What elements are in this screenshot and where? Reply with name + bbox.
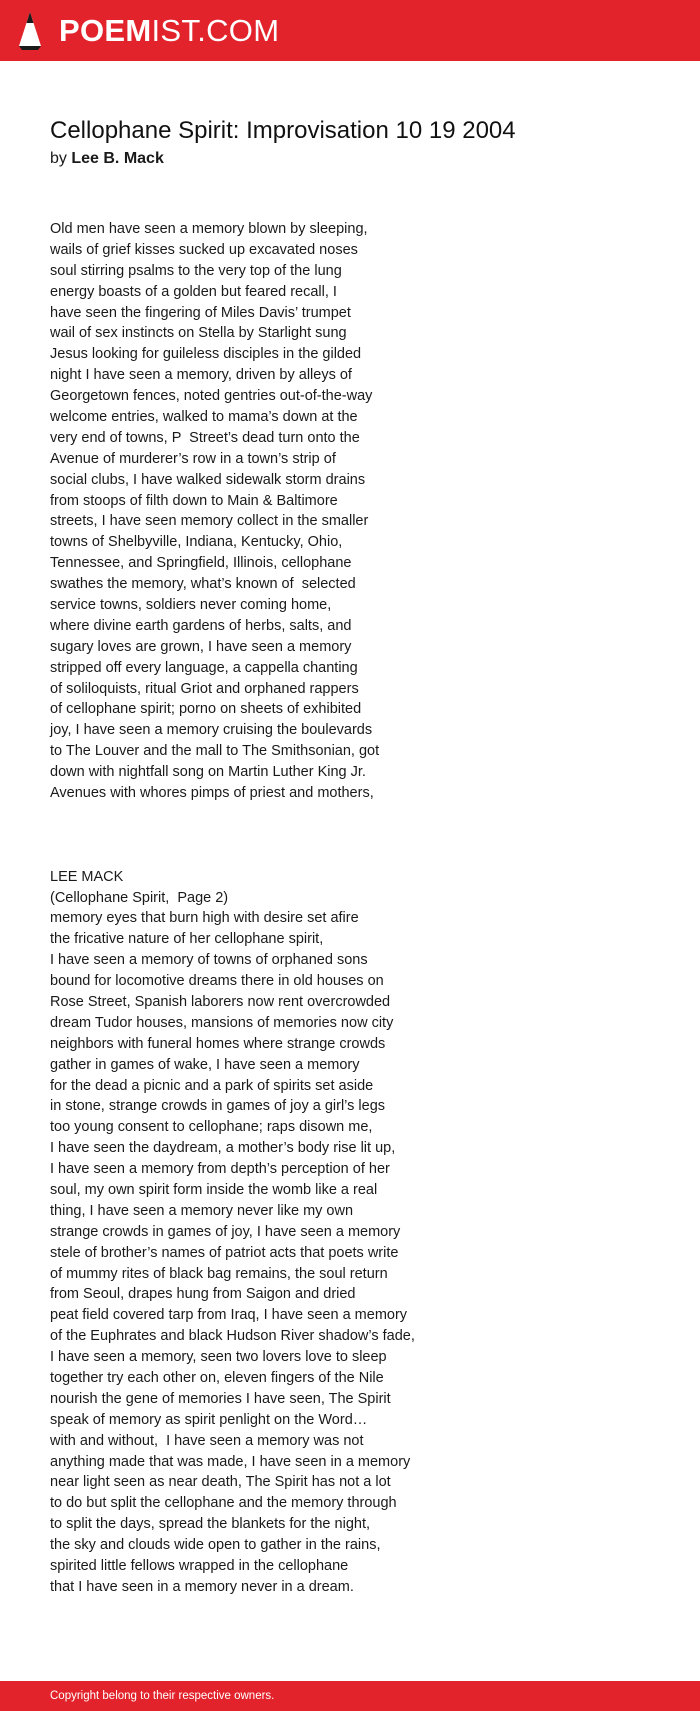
poem-line: where divine earth gardens of herbs, salts, and xyxy=(50,617,352,634)
poem-line: streets, I have seen memory collect in the smaller xyxy=(50,513,369,530)
poem-line: anything made that was made, I have seen in a memory xyxy=(50,1453,411,1470)
poem-line: Georgetown fences, noted gentries out-of-the-way xyxy=(50,388,373,405)
poem-line: Jesus looking for guileless disciples in the gilded xyxy=(50,346,362,363)
poem-line: to The Louver and the mall to The Smithsonian, got xyxy=(50,743,380,760)
poem-line: spirited little fellows wrapped in the cellophane xyxy=(50,1558,349,1574)
poem-line: energy boasts of a golden but feared recall, I xyxy=(50,283,337,300)
poem-line: Old men have seen a memory blown by sleeping, xyxy=(50,221,368,237)
by-label: by xyxy=(50,150,67,167)
pencil-tip-icon xyxy=(17,10,43,52)
poem-line: swathes the memory, what’s known of selected xyxy=(50,576,356,593)
byline xyxy=(50,148,164,170)
poem-line: LEE MACK xyxy=(50,868,124,885)
poem-line: dream Tudor houses, mansions of memories now city xyxy=(50,1014,394,1031)
poem-line: I have seen a memory, seen two lovers love to sleep xyxy=(50,1349,387,1366)
poem-line: for the dead a picnic and a park of spirits set aside xyxy=(50,1077,374,1094)
logo-text-strong: POEM xyxy=(59,13,152,48)
poem-line: stele of brother’s names of patriot acts that poets write xyxy=(50,1244,399,1261)
poem-line: in stone, strange crowds in games of joy a girl’s legs xyxy=(50,1098,386,1115)
poem-line: peat field covered tarp from Iraq, I have seen a memory xyxy=(50,1307,408,1324)
poem-line: with and without, I have seen a memory was not xyxy=(50,1432,364,1449)
poem-line: to do but split the cellophane and the memory through xyxy=(50,1495,397,1512)
poem-line: service towns, soldiers never coming home, xyxy=(50,597,332,614)
site-logo-link[interactable] xyxy=(17,10,279,52)
poem-line: I have seen a memory from depth’s perception of her xyxy=(50,1161,390,1178)
poem-line: I have seen the daydream, a mother’s body rise lit up, xyxy=(50,1140,396,1157)
poem-line: towns of Shelbyville, Indiana, Kentucky, Ohio, xyxy=(50,534,343,551)
poem-line: together try each other on, eleven fingers of the Nile xyxy=(50,1369,384,1386)
poem-line: night I have seen a memory, driven by alleys of xyxy=(50,367,352,384)
stanza-break xyxy=(50,846,650,867)
poem-line: to split the days, spread the blankets for the night, xyxy=(50,1516,370,1533)
poem-line: near light seen as near death, The Spirit has not a lot xyxy=(50,1474,391,1491)
poem-line: Avenue of murderer’s row in a town’s strip of xyxy=(50,450,336,467)
poem-line: down with nightfall song on Martin Luther King Jr. xyxy=(50,764,366,781)
poem-line: (Cellophane Spirit, Page 2) xyxy=(50,889,229,906)
poem-line: Rose Street, Spanish laborers now rent overcrowded xyxy=(50,993,391,1010)
poem-line: the sky and clouds wide open to gather in the rains, xyxy=(50,1537,381,1554)
poem-line: from stoops of filth down to Main & Baltimore xyxy=(50,492,338,509)
logo-wordmark xyxy=(59,10,279,52)
poem-line: wails of grief kisses sucked up excavated noses xyxy=(50,241,358,258)
poem-line: joy, I have seen a memory cruising the boulevards xyxy=(50,722,373,739)
poem-line: social clubs, I have walked sidewalk storm drains xyxy=(50,471,366,488)
poem-line: of the Euphrates and black Hudson River shadow’s fade, xyxy=(50,1328,415,1345)
poem-line: the fricative nature of her cellophane spirit, xyxy=(50,931,324,948)
poem-line: sugary loves are grown, I have seen a memory xyxy=(50,638,352,655)
poem-line: welcome entries, walked to mama’s down at the xyxy=(50,409,358,426)
poem-line: wail of sex instincts on Stella by Starlight sung xyxy=(50,325,347,342)
poem-line: gather in games of wake, I have seen a memory xyxy=(50,1056,360,1073)
poem-line: Avenues with whores pimps of priest and mothers, xyxy=(50,785,374,802)
footer xyxy=(0,1681,700,1711)
poem-line: strange crowds in games of joy, I have seen a memory xyxy=(50,1223,401,1240)
poem-line: neighbors with funeral homes where strange crowds xyxy=(50,1035,386,1052)
poem-line: thing, I have seen a memory never like my own xyxy=(50,1202,354,1219)
stanza-break xyxy=(50,825,650,846)
poem-line: have seen the fingering of Miles Davis’ trumpet xyxy=(50,304,351,321)
poem-line: I have seen a memory of towns of orphaned sons xyxy=(50,952,368,969)
poem-line: soul stirring psalms to the very top of the lung xyxy=(50,262,342,279)
poem-line: speak of memory as spirit penlight on the Word… xyxy=(50,1411,368,1428)
poem-body xyxy=(50,219,650,1598)
poem-line: from Seoul, drapes hung from Saigon and dried xyxy=(50,1286,356,1303)
poem-line: stripped off every language, a cappella chanting xyxy=(50,659,358,676)
poem-line: of soliloquists, ritual Griot and orphaned rappers xyxy=(50,680,359,697)
logo-text-light: IST.COM xyxy=(151,13,280,48)
stanza-break xyxy=(50,804,650,825)
poem-line: of cellophane spirit; porno on sheets of exhibited xyxy=(50,701,362,718)
poem-line: memory eyes that burn high with desire set afire xyxy=(50,910,359,927)
poem-line: very end of towns, P Street’s dead turn onto the xyxy=(50,429,360,446)
poem-line: Tennessee, and Springfield, Illinois, cellophane xyxy=(50,555,352,572)
poem-title: Cellophane Spirit: Improvisation 10 19 2004 xyxy=(50,117,516,144)
poem-line: soul, my own spirit form inside the womb like a real xyxy=(50,1181,378,1198)
poem-line: that I have seen in a memory never in a dream. xyxy=(50,1578,354,1595)
author-name[interactable]: Lee B. Mack xyxy=(71,150,164,167)
poem-line: of mummy rites of black bag remains, the soul return xyxy=(50,1265,388,1282)
top-bar xyxy=(0,0,700,61)
copyright-notice: Copyright belong to their respective owners. xyxy=(50,1690,275,1702)
poem-line: nourish the gene of memories I have seen, The Spirit xyxy=(50,1390,391,1407)
poem-line: too young consent to cellophane; raps disown me, xyxy=(50,1119,373,1136)
poem-line: bound for locomotive dreams there in old houses on xyxy=(50,973,384,990)
